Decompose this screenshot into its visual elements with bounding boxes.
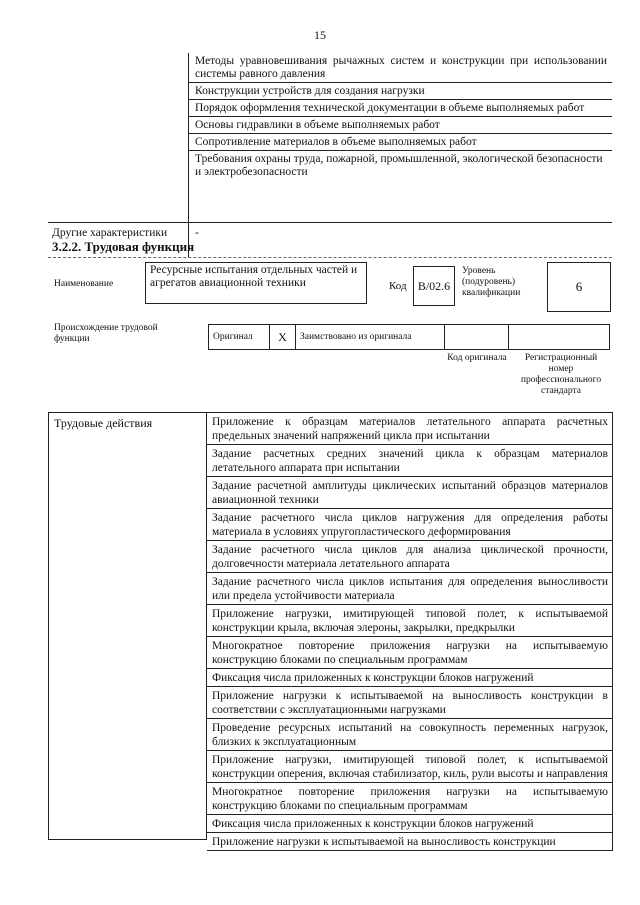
level-label: Уровень (подуровень) квалификации (462, 266, 521, 298)
action-item: Задание расчетного числа циклов нагружения для определения работы материала в условиях упругопластического деформирования (207, 509, 612, 541)
action-item: Приложение нагрузки к испытываемой на выносливость конструкции в соответствии с эксплуатационными нагрузками (207, 687, 612, 719)
knowledge-table-label-cell (48, 53, 189, 222)
origin-borrowed-cell: Заимствовано из оригинала (295, 324, 445, 350)
name-label: Наименование (54, 279, 114, 289)
action-item: Многократное повторение приложения нагрузки на испытываемую конструкцию блоками по специальным программам (207, 637, 612, 669)
action-item: Приложение нагрузки к испытываемой на выносливость конструкции (207, 833, 612, 851)
action-item: Приложение к образцам материалов летательного аппарата расчетных предельных значений напряжений цикла при испытании (207, 413, 612, 445)
origin-code-caption: Код оригинала (447, 353, 507, 363)
origin-row (208, 324, 610, 350)
section-title: 3.2.2. Трудовая функция (52, 239, 195, 254)
action-item: Многократное повторение приложения нагрузки на испытываемую конструкцию блоками по специальным программам (207, 783, 612, 815)
action-item: Фиксация числа приложенных к конструкции блоков нагружений (207, 815, 612, 833)
action-item: Приложение нагрузки, имитирующей типовой полет, к испытываемой конструкции крыла, включая элероны, закрылки, предкрылки (207, 605, 612, 637)
function-code-box: B/02.6 (413, 266, 455, 306)
origin-label: Происхождение трудовой функции (54, 323, 158, 344)
actions-label: Трудовые действия (48, 412, 207, 840)
actions-list (207, 412, 613, 851)
action-item: Задание расчетного числа циклов испытания для определения выносливости или предела устойчивости материала (207, 573, 612, 605)
origin-reg-caption: Регистрационный номер профессионального стандарта (520, 353, 602, 396)
knowledge-item: Сопротивление материалов в объеме выполняемых работ (189, 134, 612, 151)
function-name-box: Ресурсные испытания отдельных частей и агрегатов авиационной техники (145, 262, 367, 304)
origin-mark-cell: X (269, 324, 296, 350)
qualification-level-box: 6 (547, 262, 611, 312)
knowledge-item: Требования охраны труда, пожарной, промышленной, экологической безопасности и электробезопасности (195, 153, 603, 178)
knowledge-item: Методы уравновешивания рычажных систем и конструкции при использовании системы равного давления (189, 53, 612, 83)
knowledge-list (189, 53, 612, 180)
other-characteristics-value: - (195, 227, 199, 239)
origin-reg-cell (508, 324, 610, 350)
knowledge-item: Порядок оформления технической документации в объеме выполняемых работ (189, 100, 612, 117)
action-item: Задание расчетной амплитуды циклических испытаний образцов материалов авиационной техники (207, 477, 612, 509)
origin-original-cell: Оригинал (208, 324, 270, 350)
other-characteristics-label: Другие характеристики (52, 227, 168, 239)
action-item: Задание расчетного числа циклов для анализа циклической прочности, долговечности материала летательного аппарата (207, 541, 612, 573)
action-item: Задание расчетных средних значений цикла к образцам материалов летательного аппарата при испытании (207, 445, 612, 477)
knowledge-item: Основы гидравлики в объеме выполняемых работ (189, 117, 612, 134)
action-item: Фиксация числа приложенных к конструкции блоков нагружений (207, 669, 612, 687)
code-label: Код (389, 280, 407, 292)
action-item: Приложение нагрузки, имитирующей типовой полет, к испытываемой конструкции оперения, включая стабилизатор, киль, рули высоты и направления (207, 751, 612, 783)
knowledge-item: Конструкции устройств для создания нагрузки (189, 83, 612, 100)
origin-code-cell (444, 324, 509, 350)
page-number: 15 (314, 28, 326, 42)
action-item: Проведение ресурсных испытаний на совокупность переменных нагрузок, близких к эксплуатационным (207, 719, 612, 751)
